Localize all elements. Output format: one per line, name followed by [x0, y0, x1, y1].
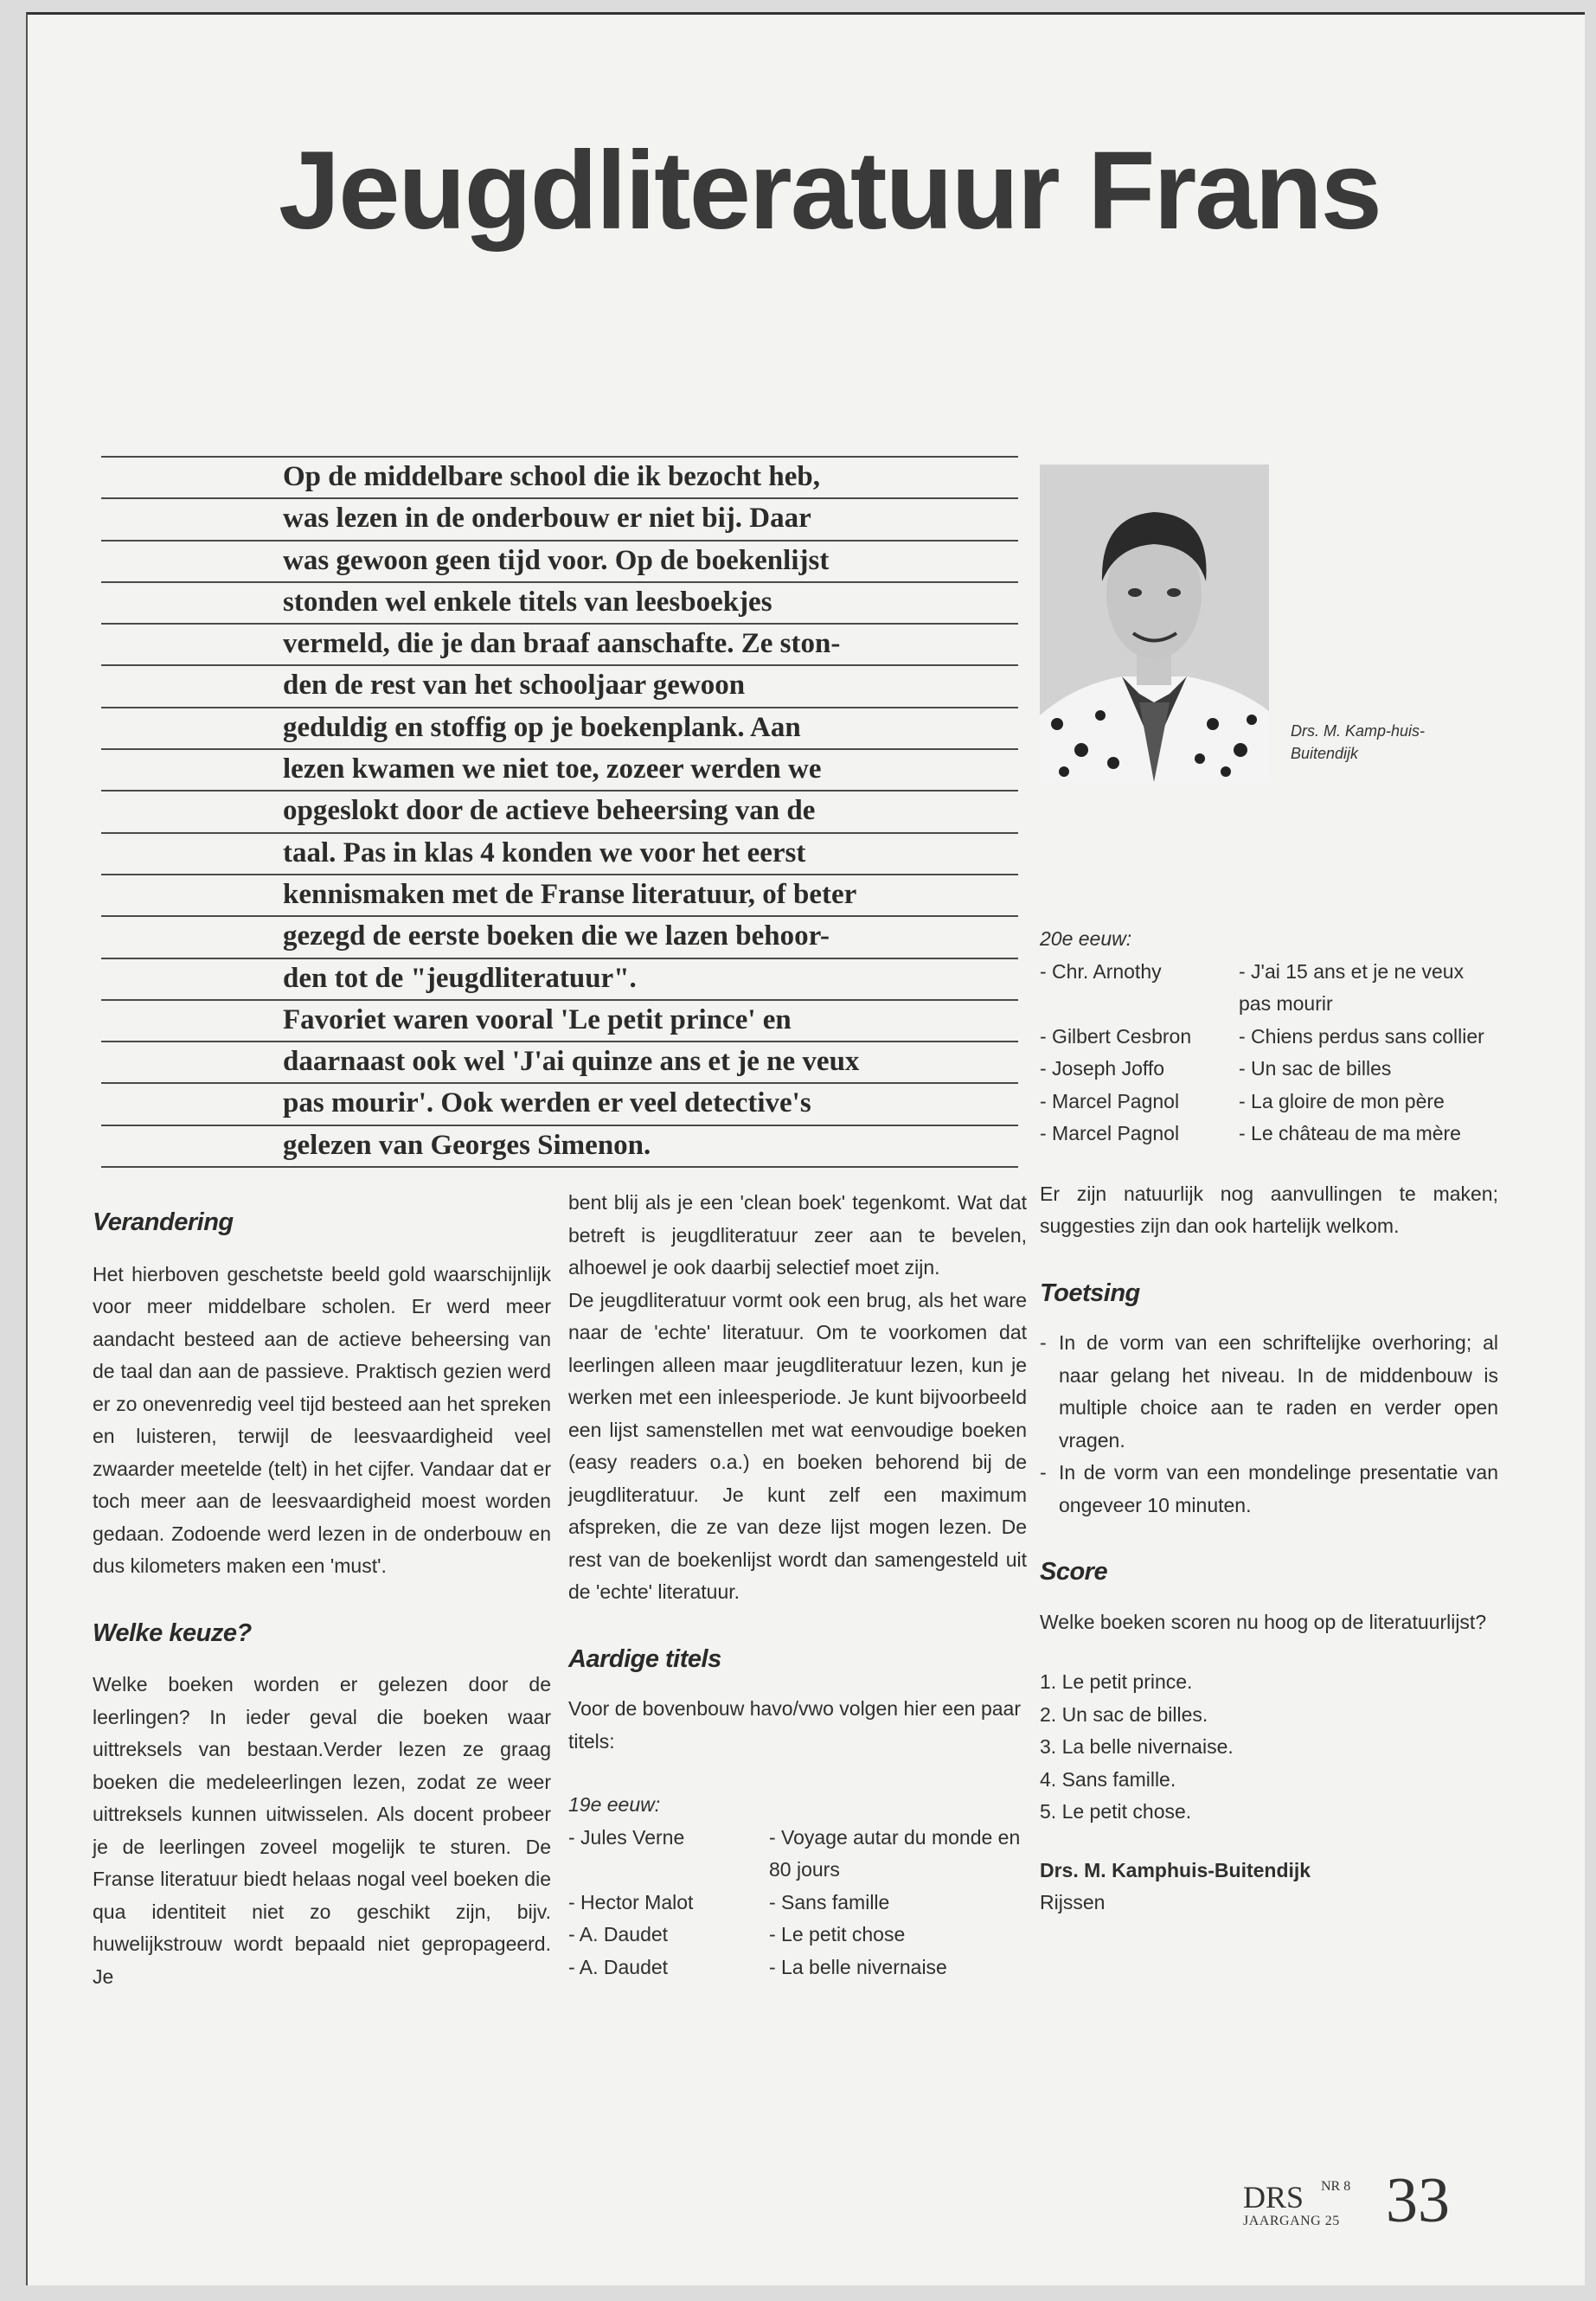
titles-20th-century [1040, 956, 1498, 1150]
intro-line [101, 1082, 1018, 1124]
score-ranking [1040, 1666, 1498, 1829]
ranking-item: 1. Le petit prince. [1040, 1670, 1193, 1693]
intro-block [101, 456, 1018, 1168]
score-paragraph: Welke boeken scoren nu hoog op de literatuurlijst? [1040, 1610, 1487, 1633]
intro-line-text: kennismaken met de Franse literatuur, of beter [283, 878, 857, 910]
intro-line [101, 540, 1018, 581]
title-entry [1040, 956, 1498, 1021]
column-3 [1040, 927, 1498, 1920]
title-entry [568, 1822, 1027, 1887]
intro-line [101, 664, 1018, 706]
title-author: - Joseph Joffo [1040, 1057, 1165, 1080]
title-work: - La gloire de mon père [1239, 1089, 1445, 1112]
heading-verandering: Verandering [93, 1208, 234, 1236]
toetsing-item: - In de vorm van een schriftelijke overhoring; al naar gelang het niveau. In de middenbouw is multiple choice aan te raden en verder open vragen. [1040, 1327, 1498, 1457]
title-author: - Hector Malot [568, 1890, 694, 1913]
intro-line-text: den de rest van het schooljaar gewoon [283, 670, 746, 702]
ranking-item: 2. Un sac de billes. [1040, 1702, 1208, 1726]
toetsing-item: - In de vorm van een mondelinge presentatie van ongeveer 10 minuten. [1040, 1457, 1498, 1522]
column-2 [568, 1191, 1027, 1984]
title-work: - J'ai 15 ans et je ne veux pas mourir [1239, 959, 1465, 1015]
title-author: - A. Daudet [568, 1955, 669, 1978]
photo-caption: Drs. M. Kamp-huis-Buitendijk [1291, 722, 1426, 762]
intro-line-text: Op de middelbare school die ik bezocht heb, [283, 461, 820, 492]
title-author: - Jules Verne [568, 1825, 685, 1849]
page-number: 33 [1386, 2165, 1450, 2236]
title-entry [1040, 1021, 1498, 1054]
titles-19th-century [568, 1822, 1027, 1984]
intro-line-text: geduldig en stoffig op je boekenplank. Aan [283, 711, 801, 743]
title-entry [568, 1952, 1027, 1984]
intro-line-text: opgeslokt door de actieve beheersing van de [283, 795, 816, 827]
intro-line [101, 456, 1018, 497]
page-footer [1243, 2165, 1503, 2238]
heading-welke-keuze: Welke keuze? [93, 1618, 252, 1647]
title-author: - Chr. Arnothy [1040, 959, 1162, 983]
intro-line [101, 748, 1018, 790]
intro-line-text: den tot de "jeugdliteratuur". [283, 962, 637, 994]
heading-aardige-titels: Aardige titels [568, 1644, 721, 1673]
keuze-paragraph: Welke boeken worden er gelezen door de leerlingen? In ieder geval die boeken waar uittreksels van bestaan.Verder lezen ze graag boeken die medeleerlingen lezen, zodat ze weer uittreksels kunnen uitwisselen. Als docent probeer je de leerlingen zoveel mogelijk te sturen. De Franse literatuur biedt helaas nogal veel boeken die qua identiteit niet zo geschikt zijn, bijv. huwelijkstrouw wordt bepaald niet gepropageerd. Je [93, 1673, 551, 1988]
intro-line [101, 999, 1018, 1041]
column-1 [93, 1200, 551, 1993]
col2-paragraph-2: De jeugdliteratuur vormt ook een brug, als het ware naar de 'echte' literatuur. Om te voorkomen dat leerlingen alleen maar jeugdliteratuur lezen, kun je werken met een inleesperiode. Je kunt bijvoorbeeld een lijst samenstellen met wat eenvoudige boeken (easy readers o.a.) en boeken behorend bij de jeugdliteratuur. Je kunt zelf een maximum afspreken, die ze van deze lijst mogen lezen. De rest van de boekenlijst wordt dan samengesteld uit de 'echte' literatuur. [568, 1288, 1027, 1603]
title-work: - Le petit chose [769, 1923, 906, 1945]
label-19e-eeuw: 19e eeuw: [568, 1793, 661, 1816]
portrait-illustration [1040, 465, 1269, 782]
col2-paragraph-1: bent blij als je een 'clean boek' tegenkomt. Wat dat betreft is jeugdliteratuur zeer aan te bevelen, alhoewel je ook daarbij selectief moet zijn. [568, 1191, 1027, 1279]
title-entry [568, 1919, 1027, 1952]
intro-line-text: gezegd de eerste boeken die we lazen behoor- [283, 920, 830, 952]
title-work: - Voyage autar du monde en 80 jours [769, 1825, 1021, 1881]
title-work: - Un sac de billes [1239, 1057, 1392, 1080]
intro-line [101, 497, 1018, 539]
intro-line-text: was lezen in de onderbouw er niet bij. Daar [283, 503, 811, 535]
title-work: - Chiens perdus sans collier [1239, 1024, 1484, 1048]
intro-line-text: pas mourir'. Ook werden er veel detective's [283, 1087, 811, 1119]
intro-line [101, 581, 1018, 623]
intro-line-text: stonden wel enkele titels van leesboekjes [283, 586, 772, 618]
intro-line-text: lezen kwamen we niet toe, zozeer werden we [283, 753, 822, 785]
intro-line [101, 790, 1018, 831]
heading-toetsing: Toetsing [1040, 1279, 1140, 1307]
title-work: - Le château de ma mère [1239, 1122, 1461, 1144]
title-work: - La belle nivernaise [769, 1955, 947, 1978]
intro-line-text: Favoriet waren vooral 'Le petit prince' en [283, 1003, 792, 1035]
title-work: - Sans famille [769, 1890, 890, 1913]
intro-line [101, 832, 1018, 874]
intro-line [101, 874, 1018, 915]
intro-line [101, 1125, 1018, 1168]
article-title: Jeugdliteratuur Frans [279, 129, 1381, 253]
titels-intro: Voor de bovenbouw havo/vwo volgen hier een paar titels: [568, 1697, 1021, 1753]
intro-line [101, 1041, 1018, 1082]
intro-line-text: gelezen van Georges Simenon. [283, 1129, 651, 1161]
footer-issue: NR 8 [1321, 2179, 1351, 2194]
magazine-page [26, 12, 1585, 2285]
title-author: - Gilbert Cesbron [1040, 1024, 1192, 1048]
intro-line-text: vermeld, die je dan braaf aanschafte. Ze ston- [283, 628, 841, 660]
author-place: Rijssen [1040, 1891, 1106, 1913]
title-entry [568, 1887, 1027, 1920]
toetsing-list [1040, 1327, 1498, 1522]
heading-score: Score [1040, 1558, 1108, 1586]
intro-line-text: taal. Pas in klas 4 konden we voor het eerst [283, 836, 806, 868]
title-author: - A. Daudet [568, 1923, 669, 1945]
verandering-paragraph: Het hierboven geschetste beeld gold waarschijnlijk voor meer middelbare scholen. Er werd meer aandacht besteed aan de actieve beheersing van de taal dan aan de passieve. Praktisch gezien werd er zo onevenredig veel tijd besteed aan het spreken en luisteren, terwijl de leesvaardigheid veel zwaarder meetelde (telt) in het cijfer. Vandaar dat er toch meer aan de leesvaardigheid moest worden gedaan. Zodoende werd lezen in de onderbouw en dus kilometers maken een 'must'. [93, 1262, 551, 1577]
footer-magazine: DRS [1243, 2180, 1304, 2214]
ranking-item: 3. La belle nivernaise. [1040, 1735, 1234, 1758]
intro-line [101, 915, 1018, 957]
intro-line [101, 958, 1018, 999]
title-author: - Marcel Pagnol [1040, 1122, 1180, 1144]
label-20e-eeuw: 20e eeuw: [1040, 927, 1132, 950]
intro-line [101, 707, 1018, 748]
footer-volume: JAARGANG 25 [1243, 2214, 1340, 2228]
intro-line-text: was gewoon geen tijd voor. Op de boekenlijst [283, 544, 830, 576]
ranking-item: 4. Sans famille. [1040, 1767, 1176, 1791]
title-author: - Marcel Pagnol [1040, 1089, 1180, 1112]
author-photo [1040, 465, 1269, 782]
title-entry [1040, 1086, 1498, 1118]
title-entry [1040, 1053, 1498, 1086]
aanvulling-paragraph: Er zijn natuurlijk nog aanvullingen te maken; suggesties zijn dan ook hartelijk welkom. [1040, 1182, 1498, 1237]
intro-line-text: daarnaast ook wel 'J'ai quinze ans et je ne veux [283, 1046, 860, 1078]
intro-line [101, 623, 1018, 664]
title-entry [1040, 1118, 1498, 1150]
ranking-item: 5. Le petit chose. [1040, 1800, 1192, 1823]
author-name: Drs. M. Kamphuis-Buitendijk [1040, 1858, 1311, 1881]
